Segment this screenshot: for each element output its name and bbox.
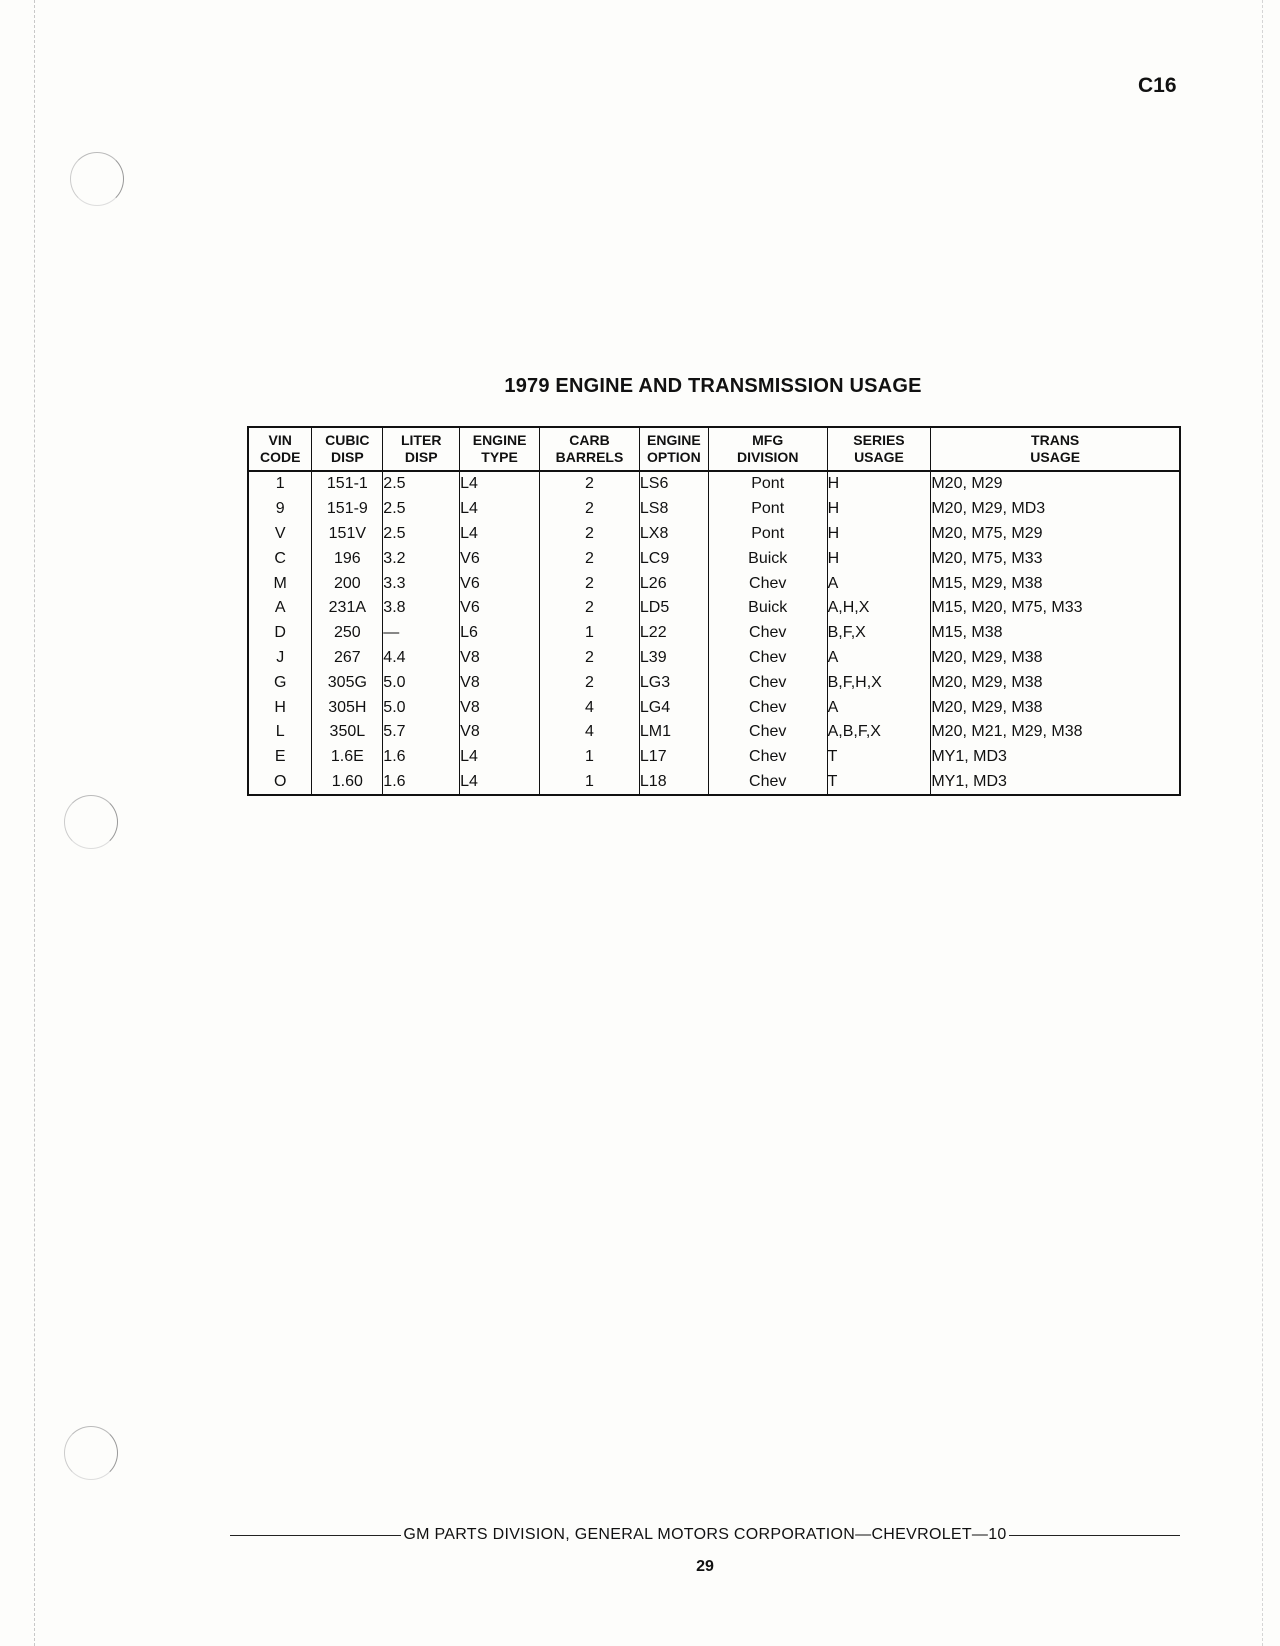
- header-line: CODE: [259, 449, 301, 465]
- header-engine-option: [639, 427, 708, 471]
- cell-series-usage: T: [827, 745, 931, 770]
- cell-mfg-division: Chev: [708, 646, 827, 671]
- header-line: USAGE: [1030, 449, 1081, 465]
- header-line: DIVISION: [736, 449, 799, 465]
- cell-engine-option: LS8: [639, 497, 708, 522]
- cell-trans-usage: M20, M75, M29: [931, 524, 1043, 542]
- cell-vin-code: D: [248, 621, 312, 646]
- cell-mfg-division: Buick: [708, 596, 827, 621]
- cell-liter-disp: 3.3: [383, 571, 460, 596]
- cell-cubic-disp: 200: [312, 571, 383, 596]
- cell-carb-barrels: 2: [540, 497, 640, 522]
- cell-engine-type: L4: [460, 745, 540, 770]
- table-row: [248, 720, 1180, 745]
- cell-trans-usage: MY1, MD3: [931, 748, 1007, 766]
- cell-series-usage: A,H,X: [827, 596, 931, 621]
- page-title: 1979 ENGINE AND TRANSMISSION USAGE: [504, 375, 922, 397]
- header-line: CARB: [569, 432, 610, 448]
- cell-mfg-division: Pont: [708, 471, 827, 497]
- header-carb-barrels: [540, 427, 640, 471]
- cell-engine-type: V8: [460, 670, 540, 695]
- cell-carb-barrels: 2: [540, 596, 640, 621]
- cell-trans-usage: M20, M29, M38: [931, 698, 1043, 716]
- cell-vin-code: C: [248, 546, 312, 571]
- punch-hole-bottom: [64, 1426, 118, 1480]
- header-line: ENGINE: [472, 432, 527, 448]
- cell-trans-usage: M15, M20, M75, M33: [931, 599, 1083, 617]
- cell-mfg-division: Pont: [708, 497, 827, 522]
- cell-carb-barrels: 2: [540, 546, 640, 571]
- table-row: [248, 695, 1180, 720]
- cell-mfg-division: Pont: [708, 522, 827, 547]
- cell-engine-type: V8: [460, 695, 540, 720]
- cell-engine-option: L39: [639, 646, 708, 671]
- table-row: [248, 596, 1180, 621]
- table-row: [248, 770, 1180, 796]
- cell-vin-code: 1: [248, 471, 312, 497]
- cell-vin-code: 9: [248, 497, 312, 522]
- header-line: DISP: [331, 449, 364, 465]
- cell-trans-usage: MY1, MD3: [931, 772, 1007, 790]
- cell-trans-usage: M15, M29, M38: [931, 574, 1043, 592]
- cell-vin-code: O: [248, 770, 312, 796]
- table-row: [248, 670, 1180, 695]
- cell-trans-usage: M20, M29, MD3: [931, 500, 1046, 518]
- cell-liter-disp: 1.6: [383, 770, 460, 796]
- cell-carb-barrels: 1: [540, 621, 640, 646]
- header-line: ENGINE: [647, 432, 701, 448]
- footer-rule-left: [230, 1535, 401, 1536]
- cell-carb-barrels: 2: [540, 571, 640, 596]
- cell-mfg-division: Chev: [708, 745, 827, 770]
- cell-engine-option: L26: [639, 571, 708, 596]
- cell-series-usage: A: [827, 646, 931, 671]
- page-number: 29: [696, 1558, 714, 1575]
- cell-vin-code: G: [248, 670, 312, 695]
- cell-engine-option: LC9: [639, 546, 708, 571]
- header-line: TYPE: [481, 449, 518, 465]
- cell-series-usage: A: [827, 695, 931, 720]
- cell-liter-disp: 2.5: [383, 522, 460, 547]
- cell-engine-option: L17: [639, 745, 708, 770]
- table-row: [248, 646, 1180, 671]
- cell-trans-usage: M20, M21, M29, M38: [931, 723, 1083, 741]
- cell-vin-code: L: [248, 720, 312, 745]
- cell-engine-option: LG3: [639, 670, 708, 695]
- header-trans-usage: [931, 427, 1180, 471]
- cell-liter-disp: 1.6: [383, 745, 460, 770]
- cell-vin-code: E: [248, 745, 312, 770]
- cell-vin-code: H: [248, 695, 312, 720]
- cell-cubic-disp: 151-9: [312, 497, 383, 522]
- cell-series-usage: B,F,X: [827, 621, 931, 646]
- cell-vin-code: A: [248, 596, 312, 621]
- header-line: TRANS: [1031, 432, 1080, 448]
- cell-liter-disp: 3.2: [383, 546, 460, 571]
- cell-carb-barrels: 4: [540, 695, 640, 720]
- cell-vin-code: V: [248, 522, 312, 547]
- header-cubic-disp: [312, 427, 383, 471]
- footer: [230, 1525, 1180, 1545]
- cell-engine-type: V8: [460, 646, 540, 671]
- cell-carb-barrels: 1: [540, 770, 640, 796]
- header-line: OPTION: [647, 449, 701, 465]
- header-line: DISP: [404, 449, 438, 465]
- header-mfg-division: [708, 427, 827, 471]
- cell-cubic-disp: 231A: [312, 596, 383, 621]
- table-row: [248, 522, 1180, 547]
- cell-engine-option: LS6: [639, 471, 708, 497]
- cell-cubic-disp: 1.6E: [312, 745, 383, 770]
- cell-carb-barrels: 2: [540, 670, 640, 695]
- cell-carb-barrels: 2: [540, 646, 640, 671]
- cell-mfg-division: Chev: [708, 695, 827, 720]
- cell-cubic-disp: 350L: [312, 720, 383, 745]
- cell-trans-usage: M20, M29, M38: [931, 648, 1043, 666]
- cell-engine-option: L22: [639, 621, 708, 646]
- binding-edge-line: [34, 0, 35, 1646]
- cell-series-usage: T: [827, 770, 931, 796]
- cell-engine-type: V8: [460, 720, 540, 745]
- cell-mfg-division: Chev: [708, 670, 827, 695]
- cell-engine-option: LD5: [639, 596, 708, 621]
- cell-engine-type: L4: [460, 497, 540, 522]
- cell-mfg-division: Buick: [708, 546, 827, 571]
- cell-mfg-division: Chev: [708, 720, 827, 745]
- cell-series-usage: H: [827, 522, 931, 547]
- cell-trans-usage: M20, M75, M33: [931, 549, 1043, 567]
- cell-engine-type: V6: [460, 571, 540, 596]
- cell-trans-usage: M20, M29, M38: [931, 673, 1043, 691]
- cell-cubic-disp: 305G: [312, 670, 383, 695]
- cell-engine-type: L6: [460, 621, 540, 646]
- cell-vin-code: J: [248, 646, 312, 671]
- engine-transmission-table: [247, 426, 1181, 796]
- cell-series-usage: A,B,F,X: [827, 720, 931, 745]
- cell-trans-usage: M15, M38: [931, 624, 1003, 642]
- table-row: [248, 745, 1180, 770]
- cell-series-usage: H: [827, 546, 931, 571]
- header-line: USAGE: [854, 449, 904, 465]
- table-row: [248, 621, 1180, 646]
- header-line: BARRELS: [555, 449, 624, 465]
- cell-liter-disp: 5.0: [383, 695, 460, 720]
- table-row: [248, 571, 1180, 596]
- header-line: CUBIC: [325, 432, 370, 448]
- punch-hole-middle: [64, 795, 118, 849]
- cell-cubic-disp: 250: [312, 621, 383, 646]
- cell-trans-usage: M20, M29: [931, 475, 1003, 493]
- header-liter-disp: [383, 427, 460, 471]
- cell-series-usage: B,F,H,X: [827, 670, 931, 695]
- cell-cubic-disp: 151V: [312, 522, 383, 547]
- cell-engine-option: LX8: [639, 522, 708, 547]
- cell-cubic-disp: 196: [312, 546, 383, 571]
- cell-carb-barrels: 4: [540, 720, 640, 745]
- table-body: [248, 471, 1180, 795]
- cell-engine-type: V6: [460, 596, 540, 621]
- cell-series-usage: A: [827, 571, 931, 596]
- cell-mfg-division: Chev: [708, 621, 827, 646]
- cell-liter-disp: 2.5: [383, 471, 460, 497]
- header-line: SERIES: [853, 432, 905, 448]
- table-row: [248, 497, 1180, 522]
- cell-cubic-disp: 151-1: [312, 471, 383, 497]
- page-code: C16: [1138, 74, 1177, 97]
- footer-text: GM PARTS DIVISION, GENERAL MOTORS CORPORATION—CHEVROLET—10: [403, 1526, 1007, 1543]
- cell-liter-disp: —: [383, 621, 460, 646]
- cell-engine-option: L18: [639, 770, 708, 796]
- cell-liter-disp: 5.0: [383, 670, 460, 695]
- header-engine-type: [460, 427, 540, 471]
- punch-hole-top: [70, 152, 124, 206]
- table-header-row: [248, 427, 1180, 471]
- cell-series-usage: H: [827, 471, 931, 497]
- cell-mfg-division: Chev: [708, 571, 827, 596]
- cell-carb-barrels: 2: [540, 522, 640, 547]
- cell-engine-type: L4: [460, 522, 540, 547]
- cell-cubic-disp: 267: [312, 646, 383, 671]
- header-line: MFG: [752, 432, 784, 448]
- cell-liter-disp: 2.5: [383, 497, 460, 522]
- cell-liter-disp: 4.4: [383, 646, 460, 671]
- cell-engine-type: L4: [460, 471, 540, 497]
- cell-liter-disp: 3.8: [383, 596, 460, 621]
- header-line: LITER: [400, 432, 442, 448]
- cell-engine-option: LM1: [639, 720, 708, 745]
- cell-engine-type: L4: [460, 770, 540, 796]
- footer-rule-right: [1009, 1535, 1180, 1536]
- cell-engine-type: V6: [460, 546, 540, 571]
- cell-engine-option: LG4: [639, 695, 708, 720]
- table-row: [248, 471, 1180, 497]
- cell-carb-barrels: 2: [540, 471, 640, 497]
- cell-liter-disp: 5.7: [383, 720, 460, 745]
- header-vin-code: [248, 427, 312, 471]
- cell-cubic-disp: 305H: [312, 695, 383, 720]
- header-series-usage: [827, 427, 931, 471]
- cell-cubic-disp: 1.60: [312, 770, 383, 796]
- cell-vin-code: M: [248, 571, 312, 596]
- cell-mfg-division: Chev: [708, 770, 827, 796]
- cell-carb-barrels: 1: [540, 745, 640, 770]
- cell-series-usage: H: [827, 497, 931, 522]
- table-row: [248, 546, 1180, 571]
- right-edge-line: [1262, 0, 1263, 1646]
- header-line: VIN: [268, 432, 292, 448]
